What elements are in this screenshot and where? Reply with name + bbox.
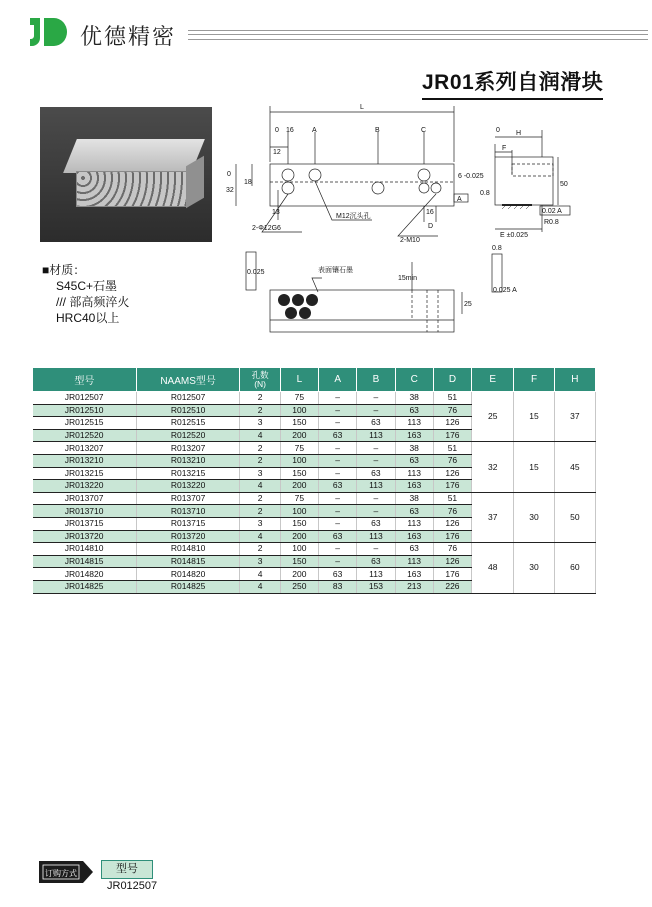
table-cell: 200 — [280, 480, 318, 493]
table-cell: 163 — [395, 568, 433, 581]
table-cell: 38 — [395, 442, 433, 455]
table-cell: – — [319, 543, 357, 556]
group-cell-h: 60 — [554, 543, 595, 593]
table-cell: R013707 — [136, 492, 240, 505]
table-cell: 2 — [240, 404, 280, 417]
table-cell: JR013707 — [33, 492, 137, 505]
table-cell: 153 — [357, 580, 395, 593]
table-cell: 3 — [240, 417, 280, 430]
group-cell-h: 37 — [554, 392, 595, 442]
perpendicular-0-025: 0.025 A — [493, 287, 517, 294]
table-cell: R014825 — [136, 580, 240, 593]
group-cell-e: 32 — [472, 442, 514, 492]
column-header: 型号 — [33, 368, 137, 392]
table-cell: 51 — [433, 492, 471, 505]
table-cell: – — [319, 505, 357, 518]
dim-16-right: 16 — [426, 209, 434, 216]
dim-H: H — [516, 130, 522, 137]
table-cell: R014810 — [136, 543, 240, 556]
table-cell: JR013220 — [33, 480, 137, 493]
table-cell: R014815 — [136, 555, 240, 568]
table-cell: 113 — [357, 568, 395, 581]
column-header: NAAMS型号 — [136, 368, 240, 392]
table-cell: 163 — [395, 480, 433, 493]
table-cell: 200 — [280, 429, 318, 442]
table-cell: – — [357, 543, 395, 556]
table-header-row — [33, 368, 596, 392]
table-cell: – — [357, 492, 395, 505]
table-cell: JR014825 — [33, 580, 137, 593]
table-cell: 163 — [395, 429, 433, 442]
technical-drawing — [222, 102, 582, 342]
table-cell: 63 — [395, 404, 433, 417]
table-cell: 113 — [357, 480, 395, 493]
table-cell: 2 — [240, 505, 280, 518]
column-header: 孔数 (N) — [240, 368, 280, 392]
table-cell: JR013210 — [33, 454, 137, 467]
table-cell: 113 — [395, 467, 433, 480]
company-logo-icon — [28, 16, 72, 48]
table-cell: JR013215 — [33, 467, 137, 480]
table-cell: 150 — [280, 467, 318, 480]
column-header: F — [514, 368, 554, 392]
material-line-1: S45C+石墨 — [56, 279, 118, 293]
group-cell-f: 15 — [514, 442, 554, 492]
table-cell: – — [357, 505, 395, 518]
dim-32: 32 — [226, 187, 234, 194]
table-cell: 76 — [433, 543, 471, 556]
table-cell: 113 — [357, 530, 395, 543]
table-cell: 63 — [319, 568, 357, 581]
dim-C: C — [421, 127, 427, 134]
table-cell: 3 — [240, 555, 280, 568]
table-cell: 63 — [319, 480, 357, 493]
table-cell: 2 — [240, 392, 280, 405]
table-cell: 51 — [433, 442, 471, 455]
table-cell: 75 — [280, 492, 318, 505]
table-cell: JR013710 — [33, 505, 137, 518]
table-cell: 63 — [319, 530, 357, 543]
table-cell: 200 — [280, 530, 318, 543]
table-cell: JR013207 — [33, 442, 137, 455]
dim-12: 12 — [273, 149, 281, 156]
parallel-0-025: 0.025 — [247, 269, 265, 276]
table-cell: R012510 — [136, 404, 240, 417]
table-cell: 176 — [433, 568, 471, 581]
dim-F: F — [502, 145, 507, 152]
table-cell: – — [319, 442, 357, 455]
table-cell: R014820 — [136, 568, 240, 581]
table-cell: 4 — [240, 429, 280, 442]
dim-18: 18 — [244, 179, 252, 186]
dim-0: 0 — [275, 127, 279, 134]
table-cell: 63 — [357, 467, 395, 480]
dim-0-8: 0.8 — [480, 190, 490, 197]
brand-name: 优德精密 — [80, 24, 177, 49]
order-info — [37, 858, 158, 892]
table-cell: 113 — [395, 555, 433, 568]
table-cell: – — [357, 404, 395, 417]
order-value: JR012507 — [107, 880, 158, 892]
table-cell: 226 — [433, 580, 471, 593]
table-cell: 176 — [433, 429, 471, 442]
table-body — [33, 392, 596, 594]
hole-note: 2-Φ12G6 — [252, 225, 281, 232]
table-cell: – — [319, 555, 357, 568]
material-line-2: /// 部高频淬火 — [56, 295, 130, 309]
dim-D: D — [428, 223, 434, 230]
dim-13: 13 — [272, 209, 280, 216]
table-cell: 75 — [280, 392, 318, 405]
table-cell: 200 — [280, 568, 318, 581]
group-cell-f: 30 — [514, 543, 554, 593]
table-cell: 63 — [357, 555, 395, 568]
table-cell: R013220 — [136, 480, 240, 493]
table-cell: 150 — [280, 517, 318, 530]
dim-A: A — [312, 127, 317, 134]
table-cell: JR014810 — [33, 543, 137, 556]
table-cell: 63 — [319, 429, 357, 442]
table-cell: 76 — [433, 404, 471, 417]
group-cell-f: 30 — [514, 492, 554, 542]
order-badge-icon — [37, 858, 97, 886]
page-header — [28, 14, 650, 50]
spec-table — [32, 367, 596, 594]
table-cell: 126 — [433, 555, 471, 568]
table-cell: 2 — [240, 492, 280, 505]
table-cell: 76 — [433, 505, 471, 518]
table-cell: 100 — [280, 505, 318, 518]
table-cell: R013215 — [136, 467, 240, 480]
dim-16: 16 — [286, 127, 294, 134]
datum-A: A — [457, 196, 462, 203]
table-cell: 4 — [240, 530, 280, 543]
order-label: 型号 — [101, 860, 153, 879]
table-cell: R013207 — [136, 442, 240, 455]
table-cell: 150 — [280, 555, 318, 568]
column-header: B — [357, 368, 395, 392]
table-cell: 100 — [280, 454, 318, 467]
table-cell: 126 — [433, 417, 471, 430]
table-cell: 150 — [280, 417, 318, 430]
table-cell: – — [319, 492, 357, 505]
table-cell: 63 — [357, 517, 395, 530]
table-cell: 4 — [240, 480, 280, 493]
table-cell: 2 — [240, 442, 280, 455]
table-cell: 2 — [240, 543, 280, 556]
table-cell: R013210 — [136, 454, 240, 467]
table-row — [33, 392, 596, 405]
series-title: JR01系列自润滑块 — [422, 66, 603, 100]
table-cell: 38 — [395, 492, 433, 505]
dim-B: B — [375, 127, 380, 134]
table-cell: R012520 — [136, 429, 240, 442]
group-cell-h: 50 — [554, 492, 595, 542]
dim-0-side: 0 — [496, 127, 500, 134]
table-cell: – — [319, 392, 357, 405]
table-row — [33, 543, 596, 556]
tol-6: 6 -0.025 — [458, 173, 484, 180]
table-cell: R012507 — [136, 392, 240, 405]
table-cell: – — [357, 392, 395, 405]
column-header: A — [319, 368, 357, 392]
table-cell: – — [357, 442, 395, 455]
m12-note: M12沉头孔 — [336, 213, 371, 220]
table-cell: 100 — [280, 404, 318, 417]
dim-15min: 15min — [398, 275, 418, 282]
table-cell: 4 — [240, 568, 280, 581]
column-header: D — [433, 368, 471, 392]
table-cell: 4 — [240, 580, 280, 593]
group-cell-e: 37 — [472, 492, 514, 542]
material-heading: ■材质： — [42, 263, 86, 277]
table-cell: 250 — [280, 580, 318, 593]
column-header: C — [395, 368, 433, 392]
material-line-3: HRC40以上 — [56, 311, 120, 325]
block-graphite-face — [76, 171, 188, 207]
group-cell-e: 25 — [472, 392, 514, 442]
table-cell: JR012520 — [33, 429, 137, 442]
dim-25: 25 — [464, 301, 472, 308]
m10-note: 2-M10 — [400, 237, 420, 244]
table-cell: JR012507 — [33, 392, 137, 405]
table-cell: 76 — [433, 454, 471, 467]
table-cell: 100 — [280, 543, 318, 556]
block-top-face — [63, 139, 205, 173]
table-cell: 38 — [395, 392, 433, 405]
table-cell: 51 — [433, 392, 471, 405]
table-row — [33, 442, 596, 455]
table-row — [33, 492, 596, 505]
block-side-face — [186, 156, 204, 208]
table-cell: 176 — [433, 480, 471, 493]
table-cell: R012515 — [136, 417, 240, 430]
table-cell: 113 — [395, 517, 433, 530]
table-cell: JR012515 — [33, 417, 137, 430]
table-cell: JR014820 — [33, 568, 137, 581]
table-cell: R013720 — [136, 530, 240, 543]
table-cell: 213 — [395, 580, 433, 593]
table-cell: – — [319, 454, 357, 467]
header-divider — [188, 30, 648, 40]
table-cell: 3 — [240, 467, 280, 480]
group-cell-e: 48 — [472, 543, 514, 593]
table-cell: 63 — [395, 505, 433, 518]
table-cell: 63 — [395, 543, 433, 556]
product-photo — [40, 107, 212, 242]
graphite-note: 表面镶石墨 — [318, 267, 353, 274]
column-header: E — [472, 368, 514, 392]
group-cell-f: 15 — [514, 392, 554, 442]
table-cell: JR013715 — [33, 517, 137, 530]
dim-0-8b: 0.8 — [492, 245, 502, 252]
table-cell: 63 — [357, 417, 395, 430]
r-0-8: R0.8 — [544, 219, 559, 226]
material-spec — [42, 262, 129, 326]
group-cell-h: 45 — [554, 442, 595, 492]
table-cell: 176 — [433, 530, 471, 543]
table-cell: – — [319, 404, 357, 417]
table-cell: JR013720 — [33, 530, 137, 543]
table-cell: 163 — [395, 530, 433, 543]
table-cell: R013710 — [136, 505, 240, 518]
dim-50: 50 — [560, 181, 568, 188]
order-badge-text: 订购方式 — [45, 869, 77, 878]
table-cell: 83 — [319, 580, 357, 593]
table-cell: – — [357, 454, 395, 467]
table-cell: R013715 — [136, 517, 240, 530]
table-cell: 3 — [240, 517, 280, 530]
table-cell: – — [319, 417, 357, 430]
table-cell: 63 — [395, 454, 433, 467]
table-cell: 113 — [395, 417, 433, 430]
column-header: H — [554, 368, 595, 392]
table-cell: 113 — [357, 429, 395, 442]
table-cell: 126 — [433, 517, 471, 530]
table-cell: – — [319, 467, 357, 480]
dim-L: L — [360, 104, 364, 111]
table-cell: 75 — [280, 442, 318, 455]
parallel-0-02: 0.02 A — [542, 208, 562, 215]
e-tolerance: E ±0.025 — [500, 232, 528, 239]
table-cell: JR014815 — [33, 555, 137, 568]
column-header: L — [280, 368, 318, 392]
dim-0-left: 0 — [227, 171, 231, 178]
table-cell: 126 — [433, 467, 471, 480]
table-cell: – — [319, 517, 357, 530]
table-cell: JR012510 — [33, 404, 137, 417]
table-cell: 2 — [240, 454, 280, 467]
